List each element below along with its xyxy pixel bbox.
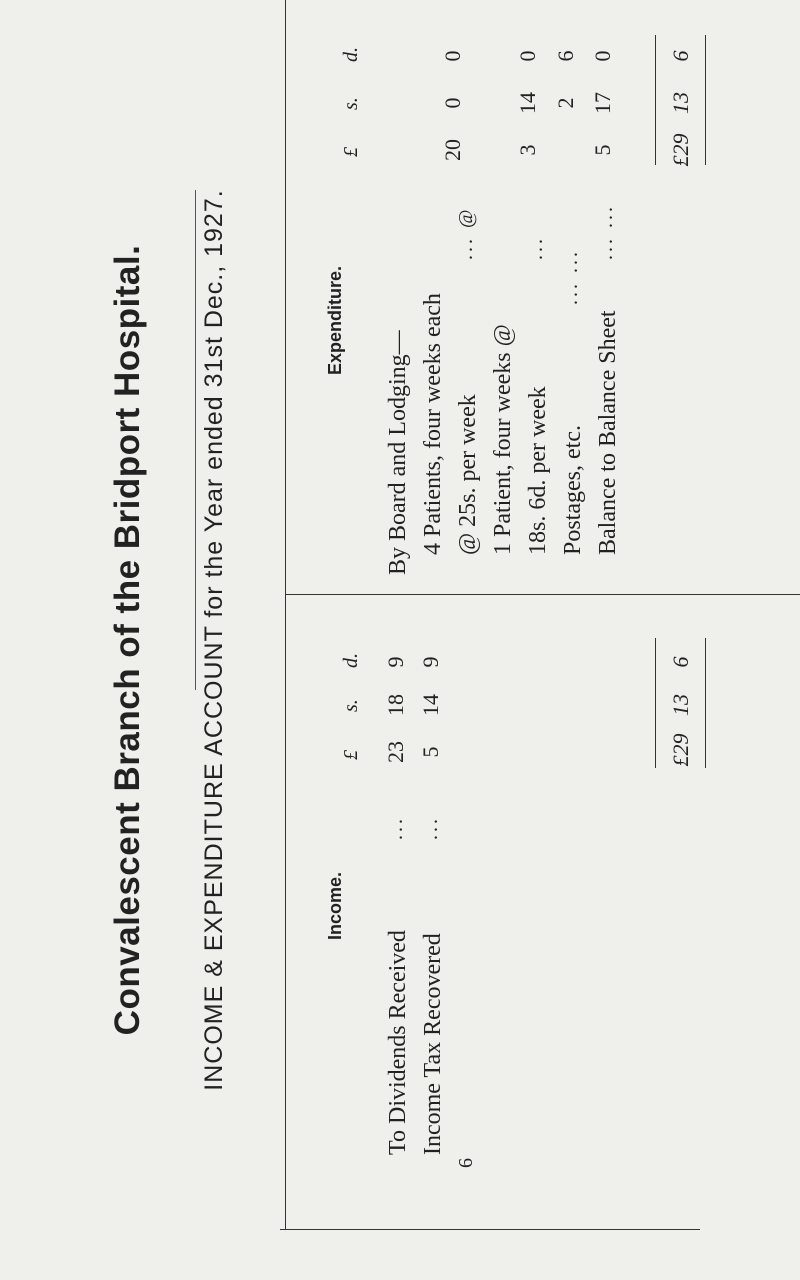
income-row-tax-shillings: 14 <box>418 694 443 716</box>
expenditure-total-pounds: £29 <box>668 133 693 167</box>
expenditure-total-pence: 6 <box>668 50 693 62</box>
income-row-tax-label: Income Tax Recovered <box>420 933 446 1155</box>
page-number: 6 <box>455 1158 477 1168</box>
income-row-dividends-shillings: 18 <box>383 694 408 716</box>
expenditure-row-single-line2: 18s. 6d. per week <box>525 386 551 555</box>
income-total-rule-top <box>655 638 656 768</box>
expenditure-heading: Expenditure. <box>325 265 345 375</box>
income-total-pence: 6 <box>668 656 693 668</box>
column-divider <box>285 594 800 595</box>
income-total-shillings: 13 <box>668 694 693 716</box>
income-row-dividends-pounds: 23 <box>383 741 408 763</box>
title-rule <box>195 190 196 690</box>
expenditure-row-single-pence: 0 <box>515 50 540 62</box>
expenditure-row-balance-shillings: 17 <box>590 92 615 114</box>
expenditure-row-board-dots: ... @ <box>455 206 477 260</box>
expenditure-row-board-pounds: 20 <box>440 139 465 161</box>
income-total-rule-bottom <box>705 638 706 768</box>
expenditure-row-postages-label: Postages, etc. <box>560 425 586 555</box>
expenditure-row-balance-pence: 0 <box>590 50 615 62</box>
expenditure-pounds-header: £ <box>340 147 362 157</box>
income-row-dividends-label: To Dividends Received <box>385 930 411 1155</box>
income-shillings-header: s. <box>340 699 362 712</box>
top-border <box>285 0 286 1230</box>
expenditure-row-balance-pounds: 5 <box>590 144 615 156</box>
expenditure-row-board-line3: @ 25s. per week <box>455 394 481 555</box>
expenditure-row-board-pence: 0 <box>440 50 465 62</box>
expenditure-row-single-shillings: 14 <box>515 92 540 114</box>
expenditure-total-shillings: 13 <box>668 92 693 114</box>
left-border <box>280 1229 700 1230</box>
income-pence-header: d. <box>340 653 362 668</box>
expenditure-row-single-pounds: 3 <box>515 144 540 156</box>
expenditure-row-single-line1: 1 Patient, four weeks @ <box>490 324 516 555</box>
expenditure-row-balance-label: Balance to Balance Sheet <box>595 310 621 555</box>
income-row-dividends-dots: ... <box>385 816 407 840</box>
income-row-tax-pounds: 5 <box>418 746 443 758</box>
expenditure-row-board-line2: 4 Patients, four weeks each <box>420 293 446 555</box>
page-title: Convalescent Branch of the Bridport Hospital. <box>108 244 147 1036</box>
income-row-dividends-pence: 9 <box>383 656 408 668</box>
expenditure-pence-header: d. <box>340 47 362 62</box>
page-subtitle: INCOME & EXPENDITURE ACCOUNT for the Year ended 31st Dec., 1927. <box>200 189 228 1091</box>
expenditure-row-postages-shillings: 2 <box>553 97 578 109</box>
income-row-tax-dots: ... <box>420 816 442 840</box>
expenditure-row-postages-pence: 6 <box>553 50 578 62</box>
expenditure-row-single-dots: ... <box>525 236 547 260</box>
income-heading: Income. <box>325 871 345 940</box>
expenditure-row-balance-dots: ... ... <box>595 204 617 260</box>
expenditure-shillings-header: s. <box>340 97 362 110</box>
income-pounds-header: £ <box>340 750 362 760</box>
expenditure-row-postages-dots: ... ... <box>560 249 582 305</box>
expenditure-row-board-line1: By Board and Lodging— <box>385 330 411 575</box>
expenditure-total-rule-bottom <box>705 35 706 165</box>
expenditure-total-rule-top <box>655 35 656 165</box>
expenditure-row-board-shillings: 0 <box>440 97 465 109</box>
income-total-pounds: £29 <box>668 733 693 767</box>
income-row-tax-pence: 9 <box>418 656 443 668</box>
